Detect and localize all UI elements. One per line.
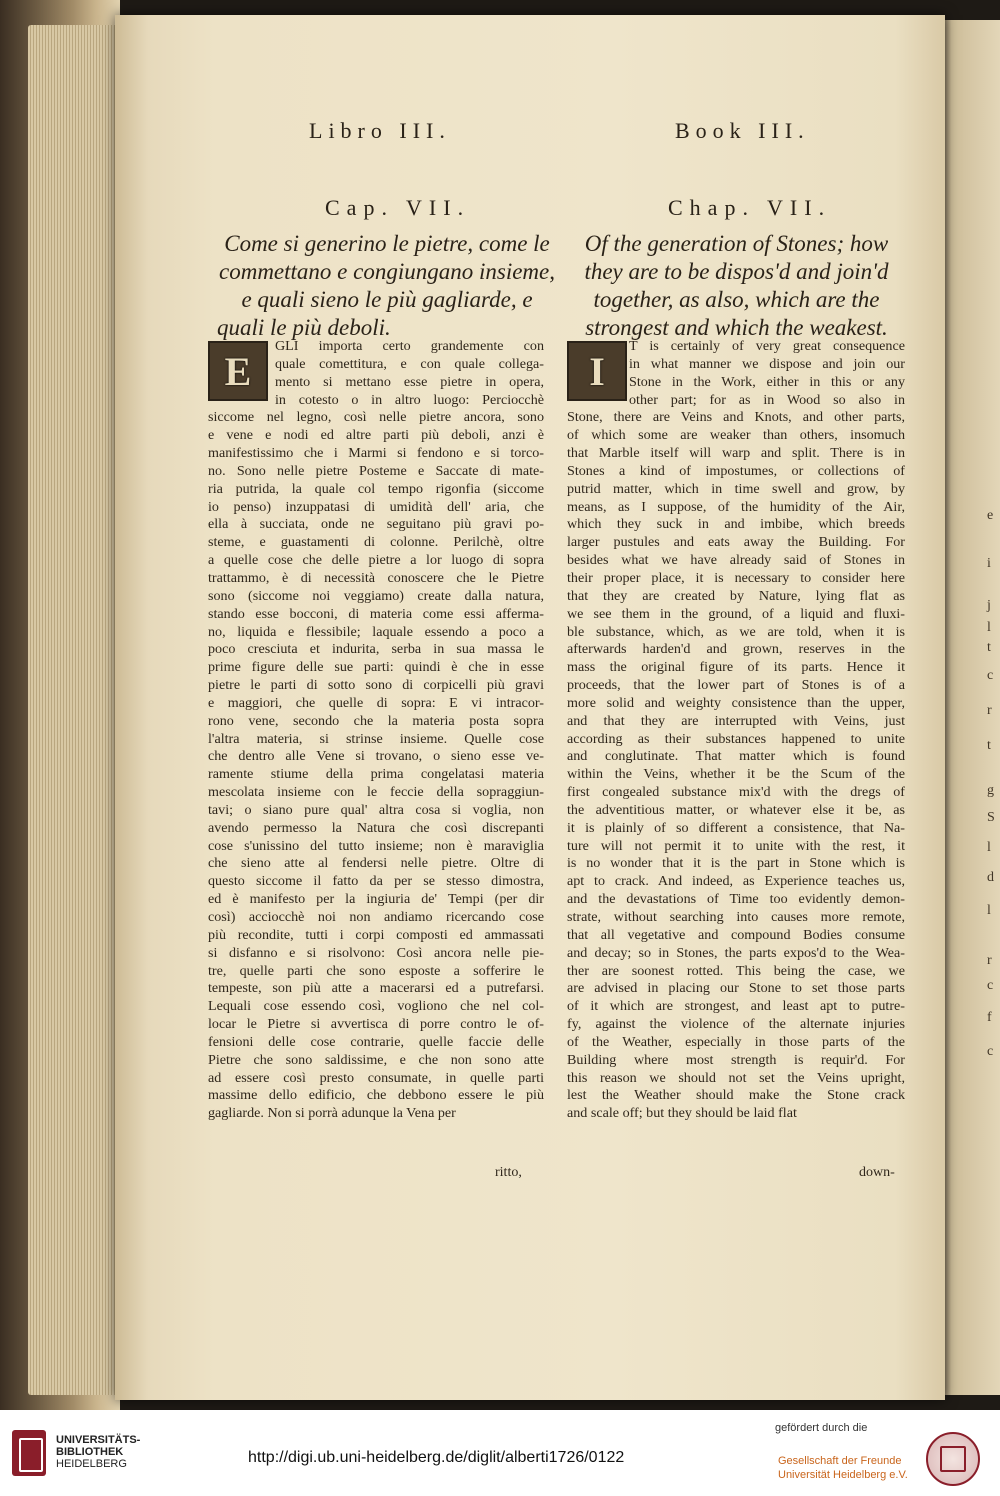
left-body-line: cose s'unissino del tutto insieme; non è maraviglia [208,837,544,854]
left-running-head: Libro III. [309,118,451,143]
library-name-line: UNIVERSITÄTS- [56,1434,141,1446]
left-title-line: e quali sieno le più gagliarde, e [241,287,533,312]
next-page-fragment: f [987,1010,992,1025]
next-page-fragment: r [987,703,992,718]
right-body-line: mass the original figure of its parts. Hence it [567,659,905,676]
left-body-line: prime figure delle sue parti: quindi è che in esse [208,659,544,676]
right-body-line: strate, without searching into causes more remote, [567,909,905,925]
left-body-line: manifestissimo che i Marmi si fendono e si torco- [208,445,544,462]
right-title-line: together, as also, which are the [593,287,880,312]
sponsor-name [778,1454,908,1482]
right-body-line: and scale off; but they should be laid flat [567,1105,797,1122]
next-page-fragment: S [987,810,995,825]
next-page-fragment: i [987,556,991,571]
left-body-line: a quelle cose che delle pietre a lor luogo di sopra [208,552,544,569]
right-body-line: ble substance, which, as we are told, when it is [567,623,905,640]
left-body-line: in cotesto o in altro luogo: Perciocchè [275,391,544,408]
left-body-line: che sieno atte al fendersi nelle pietre. Oltre di [208,855,544,872]
right-body-line: afterwards harden'd and grown, reserves in the [567,641,905,658]
right-body-line: of it which are strongest, and least apt to putre- [567,998,905,1015]
right-body-line: and conglutinate. That matter which is found [567,748,905,765]
right-body-line: within the Veins, whether it be the Scum of the [567,766,905,783]
right-title-line: they are to be dispos'd and join'd [584,259,889,284]
permalink-url[interactable]: http://digi.ub.uni-heidelberg.de/diglit/alberti1726/0122 [248,1449,625,1466]
left-body-line: e maggiori, che quelle di sopra: E vi intracor- [208,694,544,711]
left-body-line: GLI importa certo grandemente con [275,338,544,354]
left-body-line: tavi; o siano pure qual' altra cosa si voglia, non [208,801,544,818]
right-body-line: Stone, there are Veins and Knots, and other parts, [567,409,905,426]
page-stack [28,25,123,1395]
right-body-line: Stone in the Work, either in this or any [629,373,905,390]
left-body-line: stando esse bocconi, di materia come essi afferma- [208,605,544,622]
library-name-line: HEIDELBERG [56,1458,127,1470]
university-seal-icon [926,1432,980,1486]
right-body-line: the adventitious matter, or whatever else it be, as [567,801,905,818]
right-chapter-heading: Chap. VII. [668,195,832,220]
next-page-fragment: t [987,738,991,753]
right-body-line: lest the Weather should make the Stone crack [567,1087,905,1104]
next-page-fragment: c [987,1044,994,1059]
left-title-line: Come si generino le pietre, come le [224,231,550,256]
left-body-line: io penso) inzuppatasi di umidità dell' aria, che [208,498,544,515]
left-body-line: Lequali cose essendo così, vogliono che nel col- [208,998,544,1015]
left-body-line: no, liquida e flessibile; laquale essendo a poco a [208,623,544,640]
right-body-line: T is certainly of very great consequence [629,338,905,354]
right-body-line: in what manner we dispose and join our [629,355,905,372]
left-body-line: e vene e nodi ed altre parti più deboli, anzi è [208,427,544,444]
right-body-line: this reason we should not set the Veins upright, [567,1069,905,1086]
next-page-fragment: g [987,783,994,798]
right-body-line: larger pustules and eats away the Building. For [567,534,905,551]
left-body-line: Pietre che sono saldissime, e che non sono atte [208,1051,544,1068]
left-body-line: mescolata insieme con le feccie della sopraggiun- [208,784,544,801]
right-initial-letter: I [589,348,605,394]
right-body-line: first congealed substance mix'd with the dregs of [567,784,905,801]
right-body-line: that they are created by Nature, lying flat as [567,587,905,604]
left-body-line: che dentro alle Vene si trovano, o sieno esse ve- [208,748,544,765]
next-page-fragment: c [987,978,994,993]
right-body-line: ther are soonest rotted. This being the case, we [567,962,905,979]
right-body-line: and decay; so in Stones, the parts expos'd to the Wea- [567,944,905,961]
left-body-line: l'altra materia, si strinse insieme. Quelle cose [208,730,544,747]
right-body-line: other part; for as in Wood so also in [629,391,905,408]
left-body-line: fensioni delle cose contrarie, quelle faccie delle [208,1033,544,1050]
left-body-line: no. Sono nelle pietre Posteme e Saccate di mate- [208,462,544,479]
next-page-fragment: l [987,840,991,855]
left-body-line: ria putrida, la quale col tempo rigonfia (siccome [208,480,544,497]
right-catchword: down- [859,1165,895,1180]
right-body-line: we see them in the ground, of a liquid and fluxi- [567,605,905,622]
next-page-fragment: l [987,620,991,635]
left-body-line: ella à succiata, onde ne seguitano più gravi po- [208,516,544,533]
left-chapter-title [207,230,567,342]
next-page-fragment: r [987,953,992,968]
right-body-line: besides what we have already said of Stones in [567,552,905,569]
right-body-line: Stones a kind of impostumes, or collections of [567,462,905,479]
left-body-line: così) acciocchè noi non andiamo ricercando cose [208,909,544,925]
left-body-line: questo siccome il fatto da per se stesso dimostra, [208,873,544,890]
right-body-line: apt to crack. And indeed, as Experience teaches us, [567,873,905,890]
right-body-line: Building where most strength is requir'd. For [567,1051,905,1068]
left-body-line: tempeste, son più atte a macerarsi ed a putrefarsi. [208,980,544,997]
left-body-line: ramente stiume della prima congelatasi materia [208,766,544,783]
right-body-line: and that they are interrupted with Veins, just [567,712,905,729]
left-body-line: avendo permesso la Natura che così discrepanti [208,819,544,836]
left-catchword: ritto, [495,1165,522,1180]
right-body-line: are advised in placing our Stone to set those parts [567,980,905,997]
right-body-line: according as their substances happened to unite [567,730,905,747]
right-body-line: their proper place, it is necessary to consider here [567,569,905,586]
left-body-line: tre, quelle parti che sono esposte a sofferire le [208,962,544,979]
left-body-text [208,338,544,1123]
digitization-footer [0,1410,1000,1496]
left-body-line: rono vene, secondo che la materia posta sopra [208,712,544,729]
right-body-line: which they suck in and imbibe, which breeds [567,516,905,533]
sponsor-label: gefördert durch die [775,1422,868,1434]
left-body-line: steme, e guastamenti di colonne. Perilchè, oltre [208,534,544,551]
right-body-line: proceeds, that the lower part of Stones is of a [567,677,905,694]
right-title-line: strongest and which the weakest. [585,315,888,340]
left-title-line: quali le più deboli. [217,315,391,340]
left-chapter-heading: Cap. VII. [325,195,471,220]
right-body-line: of the Weather, especially in those parts of the [567,1033,905,1050]
left-initial-letter: E [224,348,252,394]
right-body-line: and the devastations of Time too evidently demon- [567,891,905,908]
right-title-line: Of the generation of Stones; how [584,231,889,256]
right-body-line: that Marble itself will warp and split. There is in [567,445,905,462]
left-body-line: ed è manifesto per la ingiuria de' Tempi (per dir [208,891,544,908]
right-body-line: that all vegetative and compound Bodies consume [567,926,905,943]
left-body-line: più recondite, tutti i corpi composti ed ammassati [208,926,544,943]
left-body-line: ad essere così presto consumate, in quelle parti [208,1069,544,1086]
left-body-line: si disfanno e si risolvono: Così ancora nelle pie- [208,944,544,961]
sponsor-name-line: Gesellschaft der Freunde [778,1455,902,1467]
next-page-fragment: e [987,508,994,523]
right-body-line: of which some are weaker than others, insomuch [567,427,905,444]
left-body-line: siccome nel legno, così nelle pietre ancora, sono [208,409,544,426]
left-body-line: locar le Pietre si avvertisca di porre contro le of- [208,1016,544,1033]
right-running-head: Book III. [675,118,810,143]
library-name-line: BIBLIOTHEK [56,1446,124,1458]
sponsor-name-line: Universität Heidelberg e.V. [778,1469,908,1481]
left-body-line: mento si mettano esse pietre in opera, [275,373,544,390]
university-library-name [56,1434,140,1470]
left-body-line: sono (siccome noi veggiamo) create dalla natura, [208,587,544,604]
right-body-line: more solid and weighty consistence than the upper, [567,694,905,711]
next-page-fragment: c [987,668,994,683]
left-title-line: commettano e congiungano insieme, [219,259,555,284]
left-body-line: poco cresciuta et indurita, serba in sua massa le [208,641,544,658]
right-body-line: means, as I suppose, of the humidity of the Air, [567,498,905,515]
next-page-fragment: t [987,640,991,655]
left-body-line: trattammo, è di necessità conoscere che le Pietre [208,569,544,586]
left-body-line: pietre le parti di sotto sono di corpicelli più gravi [208,677,544,694]
right-body-line: putrid matter, which in time swell and grow, by [567,480,905,497]
next-page-fragment: d [987,870,994,885]
left-body-line: gagliarde. Non si porrà adunque la Vena per [208,1105,456,1122]
right-body-line: ture will not permit it to unite with the rest, it [567,837,905,854]
right-body-line: is no wonder that it is the part in Stone which is [567,855,905,872]
next-page-fragment: j [987,598,991,613]
university-library-logo-icon [12,1430,46,1476]
left-body-line: massime dello edificio, che debbono essere le più [208,1087,544,1104]
right-body-line: it is plainly of so different a consistence, that Na- [567,819,905,836]
left-body-line: quale comettitura, e con quale collega- [275,355,544,372]
next-page-fragment: l [987,903,991,918]
book-page [115,15,945,1400]
right-chapter-title [564,230,909,342]
right-body-line: fy, against the violence of the alternate injuries [567,1016,905,1033]
right-body-text [567,338,905,1123]
